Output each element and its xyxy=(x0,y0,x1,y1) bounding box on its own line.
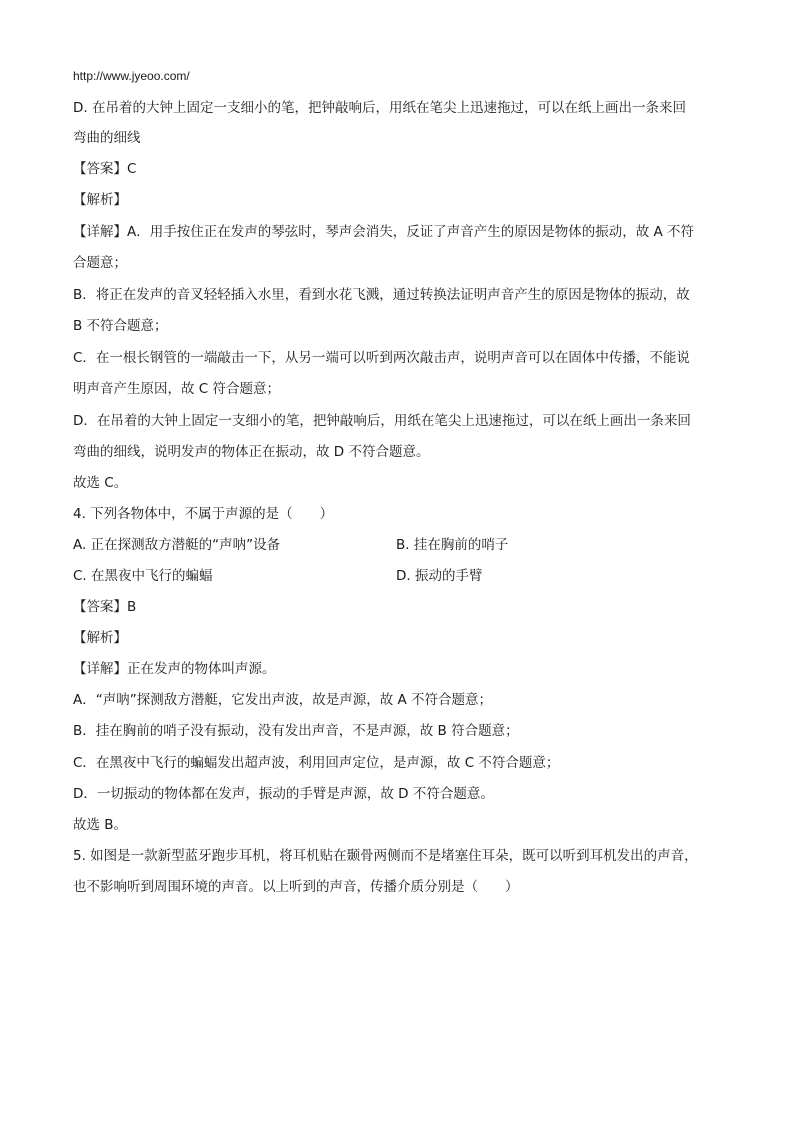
q4-explanation-b: B．挂在胸前的哨子没有振动，没有发出声音，不是声源，故 B 符合题意； xyxy=(73,723,519,739)
q3-conclusion: 故选 C。 xyxy=(73,475,128,491)
q3-option-d-line1: D. 在吊着的大钟上固定一支细小的笔，把钟敲响后，用纸在笔尖上迅速拖过，可以在纸上画出一条来回 xyxy=(73,100,686,116)
q4-explanation-c: C．在黑夜中飞行的蝙蝠发出超声波，利用回声定位，是声源，故 C 不符合题意； xyxy=(73,755,560,771)
q4-detail: 【详解】正在发声的物体叫声源。 xyxy=(73,661,276,677)
q3-analysis-heading: 【解析】 xyxy=(73,192,127,208)
q4-answer: 【答案】B xyxy=(73,599,137,615)
q3-explanation-c-line2: 明声音产生原因，故 C 符合题意； xyxy=(73,381,281,397)
q4-conclusion: 故选 B。 xyxy=(73,817,128,833)
q3-explanation-b-line1: B．将正在发声的音叉轻轻插入水里，看到水花飞溅，通过转换法证明声音产生的原因是物体的振动，故 xyxy=(73,287,690,303)
header-url: http://www.jyeoo.com/ xyxy=(73,69,190,83)
q5-stem-line1: 5. 如图是一款新型蓝牙跑步耳机，将耳机贴在颞骨两侧而不是堵塞住耳朵，既可以听到耳机发出的声音， xyxy=(73,848,698,864)
q3-option-d-line2: 弯曲的细线 xyxy=(73,130,141,146)
q4-explanation-d: D．一切振动的物体都在发声，振动的手臂是声源，故 D 不符合题意。 xyxy=(73,786,494,802)
q3-explanation-b-line2: B 不符合题意； xyxy=(73,318,168,334)
q3-detail-line1: 【详解】A．用手按住正在发声的琴弦时，琴声会消失，反证了声音产生的原因是物体的振动，故 A 不符 xyxy=(73,224,695,240)
q3-explanation-c-line1: C．在一根长钢管的一端敲击一下，从另一端可以听到两次敲击声，说明声音可以在固体中传播，不能说 xyxy=(73,350,690,366)
q4-analysis-heading: 【解析】 xyxy=(73,630,127,646)
q4-option-b: B. 挂在胸前的哨子 xyxy=(396,537,509,553)
q3-detail-line2: 合题意； xyxy=(73,255,127,271)
q4-option-c: C. 在黑夜中飞行的蝙蝠 xyxy=(73,568,213,584)
q4-explanation-a: A．“声呐”探测敌方潜艇，它发出声波，故是声源，故 A 不符合题意； xyxy=(73,692,493,708)
q5-stem-line2: 也不影响听到周围环境的声音。以上听到的声音，传播介质分别是（ ） xyxy=(73,879,519,895)
q4-stem: 4. 下列各物体中，不属于声源的是（ ） xyxy=(73,506,334,522)
q3-explanation-d-line1: D．在吊着的大钟上固定一支细小的笔，把钟敲响后，用纸在笔尖上迅速拖过，可以在纸上画出一条来回 xyxy=(73,413,691,429)
q4-option-d: D. 振动的手臂 xyxy=(396,568,483,584)
q4-option-a: A. 正在探测敌方潜艇的“声呐”设备 xyxy=(73,537,281,553)
q3-explanation-d-line2: 弯曲的细线，说明发声的物体正在振动，故 D 不符合题意。 xyxy=(73,444,430,460)
q3-answer: 【答案】C xyxy=(73,161,137,177)
